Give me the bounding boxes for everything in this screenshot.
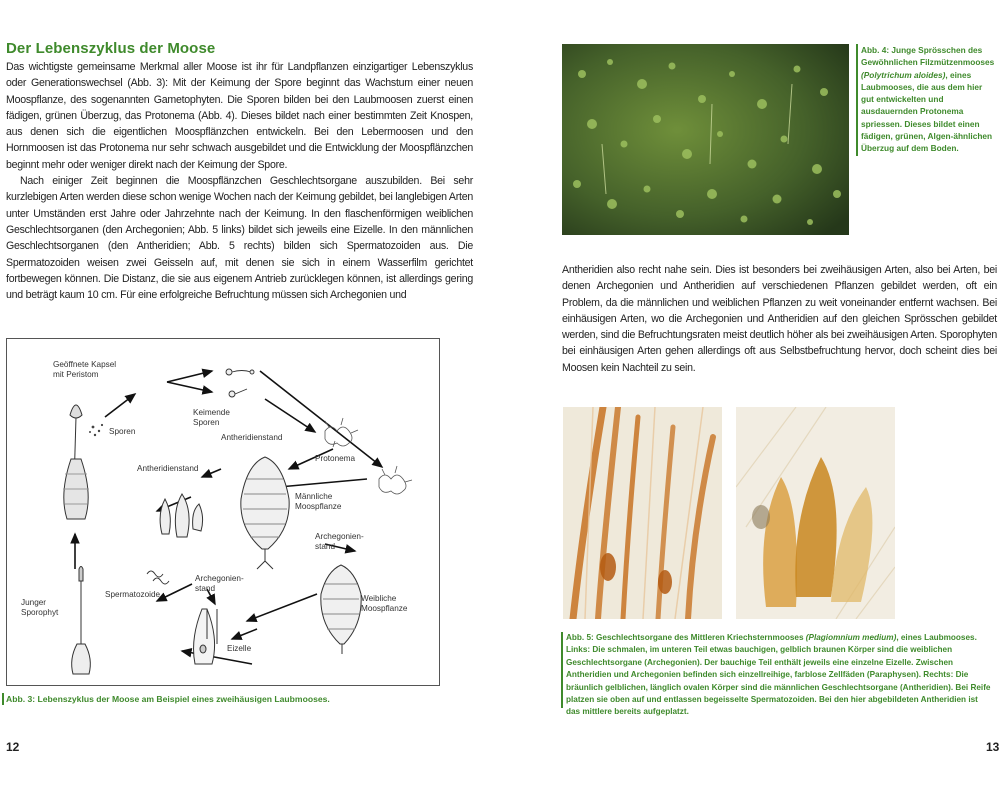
moss-protonema-photo xyxy=(562,44,849,235)
antheridia-micrograph xyxy=(736,407,895,619)
label-female-plant-2: Moospflanze xyxy=(361,604,408,613)
page-number-right: 13 xyxy=(986,740,1000,754)
figure-4-caption-part-b: , eines Laubmooses, die aus dem hier gut entwickelten und ausdauernden Protonema spriessen. Dieses bildet einen fädigen, grünen, Algen-ähnlichen Überzug auf dem Boden. xyxy=(861,69,993,154)
label-female-plant-1: Weibliche xyxy=(361,594,397,603)
male-plant-illustration xyxy=(241,457,289,569)
label-protonema: Protonema xyxy=(315,454,356,463)
figure-5-caption xyxy=(566,632,994,719)
archegonia-micrograph xyxy=(563,407,722,619)
label-male-plant-1: Männliche xyxy=(295,492,333,501)
archegonia-photo-svg xyxy=(563,407,722,619)
label-germinating-1: Keimende xyxy=(193,408,230,417)
figure-3-caption: Abb. 3: Lebenszyklus der Moose am Beispiel eines zweihäusigen Laubmooses. xyxy=(6,694,330,704)
young-sporophyte-illustration xyxy=(72,567,91,675)
page-title: Der Lebenszyklus der Moose xyxy=(6,40,216,57)
paragraph-2: Nach einiger Zeit beginnen die Moospflänzchen Geschlechtsorgane auszubilden. Bei sehr kurzlebigen Arten werden diese schon wenige Wochen nach der Keimung gebildet, bei langlebigen Arten unter Umständen erst Jahre oder Jahrzehnte nach der Keimung. In den flaschenförmigen weiblichen Geschlechtsorganen (den Archegonien; Abb. 5 links) bildet sich jeweils eine Eizelle. In den männlichen Geschlechtsorganen (den Antheridien; Abb. 5 rechts) bilden sich Spermatozoiden aus. Die Spermatozoiden weisen zwei Geisseln auf, mit denen sie sich in einem Wasserfilm gerichtet fortbewegen können. Die Distanz, die sie aus eigenem Antrieb zurücklegen können, ist allerdings gering und beträgt kaum 10 cm. Für eine erfolgreiche Befruchtung müssen sich Archegonien und xyxy=(6,175,473,302)
figure-5-caption-part-a: Abb. 5: Geschlechtsorgane des Mittleren Kriechsternmooses xyxy=(566,633,806,642)
paragraph-3: Antheridien also recht nahe sein. Dies ist besonders bei zweihäusigen Arten, also bei Arten, bei denen Archegonien und Antheridien auf verschiedenen Pflanzen gebildet werden, oft ein Problem, da die männlichen und weiblichen Pflanzen zu weit voneinander entfernt wachsen. Bei einhäusigen Arten, wo die Archegonien und Antheridien auf den gleichen Sprösschen gebildet werden, sind die Befruchtungsraten meist deutlich höher als bei zweihäusigen Arten. Sporophyten bei einhäusigen Arten gehen allerdings oft aus Selbstbefruchtung hervor, doch scheint dies bei Moosen kein Nachteil zu sein. xyxy=(562,264,998,374)
label-antheridienstand-top: Antheridienstand xyxy=(221,433,283,442)
label-spermatozoide: Spermatozoide xyxy=(105,590,161,599)
spores-illustration xyxy=(89,424,103,436)
label-germinating-2: Sporen xyxy=(193,418,220,427)
life-cycle-diagram-svg xyxy=(7,339,439,685)
right-body-text xyxy=(562,262,997,376)
figure-4-caption-part-a: Abb. 4: Junge Sprösschen des Gewöhnlichen Filzmützenmooses xyxy=(861,45,995,68)
germinating-spores-illustration xyxy=(226,369,254,397)
label-eizelle: Eizelle xyxy=(227,644,252,653)
opened-capsule-illustration xyxy=(63,405,89,519)
label-sporophyte-1: Junger xyxy=(21,598,47,607)
page-number-left: 12 xyxy=(6,740,20,754)
antheridia-photo-svg xyxy=(736,407,895,619)
spermatozoid-illustration xyxy=(147,571,169,584)
figure-5-caption-part-b: , eines Laubmooses. Links: Die schmalen, im unteren Teil etwas bauchigen, gelblich braunen Körper sind die weiblichen Geschlechtsorgane (Archegonien). Der bauchige Teil enthält jeweils eine einzelne Eizelle. Zwischen Antheridien und Archegonien befinden sich einzellreihige, farblose Zellfäden (Paraphysen). Rechts: Die bräunlich gelblichen, länglich ovalen Körper sind die männlichen Geschlechtsorgane (Antheridien). Bei Reife platzen sie oben auf und entlassen begeisselte Spermatozoiden. Bei den hier abgebildeten Antheridien ist das mittlere bereits aufgeplatzt. xyxy=(566,633,991,717)
paragraph-1: Das wichtigste gemeinsame Merkmal aller Moose ist ihr für Landpflanzen einzigartiger Lebenszyklus oder Generationswechsel (Abb. 3): Mit der Keimung der Spore beginnt das Wachstum einer neuen Moospflanze, des sogenannten Gametophyten. Die Sporen bilden bei den Laubmoosen zuerst einen fädigen, grünen Überzug, das Protonema (Abb. 4). Dieses bildet nach einer bestimmten Zeit Knospen, aus denen sich die eigentlichen Moospflänzchen entwickeln. Bei den Lebermoosen und den Hornmoosen ist das Protonema nur sehr schwach ausgebildet und die Entwicklung der Moospflänzchen beginnt mehr oder weniger direkt nach der Keimung der Spore. xyxy=(6,61,473,171)
label-antheridienstand-left: Antheridienstand xyxy=(137,464,199,473)
label-archegonienstand-right-1: Archegonien- xyxy=(315,532,364,541)
label-capsule-2: mit Peristom xyxy=(53,370,99,379)
label-male-plant-2: Moospflanze xyxy=(295,502,342,511)
label-capsule-1: Geöffnete Kapsel xyxy=(53,360,117,369)
label-archegonienstand-center-2: stand xyxy=(195,584,216,593)
archegonium-illustration xyxy=(194,609,217,664)
life-cycle-diagram xyxy=(6,338,440,686)
label-sporophyte-2: Sporophyt xyxy=(21,608,59,617)
figure-4-caption xyxy=(861,44,997,155)
female-plant-illustration xyxy=(321,565,361,654)
figure-5-species: (Plagiomnium medium) xyxy=(805,633,897,642)
figure-4-species: (Polytrichum aloides) xyxy=(861,69,946,80)
moss-photo-svg xyxy=(562,44,849,235)
label-archegonienstand-center-1: Archegonien- xyxy=(195,574,244,583)
antheridia-illustration xyxy=(160,494,203,537)
label-archegonienstand-right-2: stand xyxy=(315,542,336,551)
left-body-text xyxy=(6,59,473,303)
label-spores: Sporen xyxy=(109,427,136,436)
